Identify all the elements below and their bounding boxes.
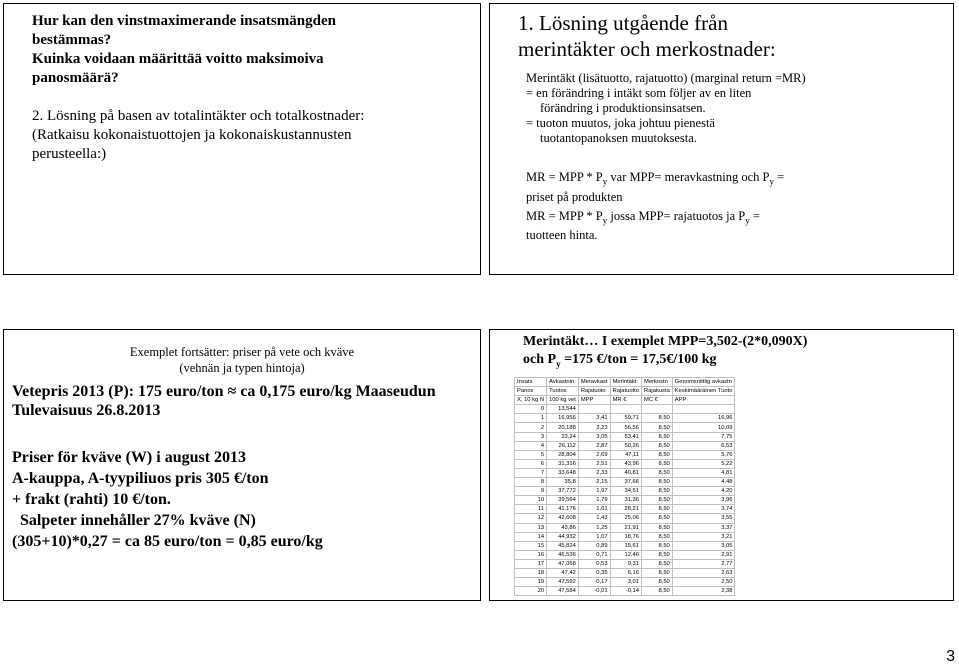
slide-1 [3, 3, 481, 275]
table-row [515, 405, 735, 414]
table-cell: 8,50 [642, 468, 673, 477]
slide4-title-line1: Merintäkt… I exemplet MPP=3,502-(2*0,090X) [523, 334, 808, 349]
fi-formula-cont: tuotteen hinta. [526, 228, 598, 242]
table-cell: Panos [515, 387, 547, 396]
table-cell: 47,592 [547, 578, 579, 587]
table-row [515, 414, 735, 423]
table-cell: 1,79 [578, 496, 610, 505]
slide1-question [32, 12, 372, 88]
table-cell: 8,50 [642, 578, 673, 587]
table-cell: 25,06 [610, 514, 641, 523]
table-cell: APP [672, 396, 735, 405]
table-cell: 17 [515, 559, 547, 568]
table-cell: 18,76 [610, 532, 641, 541]
table-cell: 7 [515, 468, 547, 477]
table-cell: 8,50 [642, 414, 673, 423]
table-cell: 2 [515, 423, 547, 432]
table-cell: 3,74 [672, 505, 735, 514]
table-cell: 45,824 [547, 541, 579, 550]
slide3-heading: Exemplet fortsätter: priser på vete och kväve [129, 345, 355, 359]
table-cell: 35,8 [547, 478, 579, 487]
table-cell: 8,50 [642, 487, 673, 496]
table-cell: 15 [515, 541, 547, 550]
slide1-answer: 2. Lösning på basen av totalintäkter och totalkostnader: (Ratkaisu kokonaistuottojen ja kokonaiskustannusten perusteella:) [32, 108, 365, 162]
table-cell: 42,608 [547, 514, 579, 523]
table-cell: 33,648 [547, 468, 579, 477]
table-cell: 3,21 [672, 532, 735, 541]
fi-formula: MR = MPP * $P_y$ jossa MPP= rajatuotos ja $P_y$ = [526, 208, 760, 225]
sv-formula: MR = MPP * $P_y$ var MPP= meravkastning och $P_y$ = [526, 170, 785, 187]
nitrogen-line1: Priser för kväve (W) i august 2013 [12, 449, 247, 466]
table-cell: 2,51 [578, 459, 610, 468]
slide-2 [489, 3, 954, 275]
table-cell: 0,53 [578, 559, 610, 568]
table-cell: 3,01 [610, 578, 641, 587]
table-cell: 8,50 [642, 532, 673, 541]
table-cell: 2,15 [578, 478, 610, 487]
table-row [515, 423, 735, 432]
sv-definition: = en förändring i intäkt som följer av en liten [526, 86, 752, 100]
table-cell: 2,33 [578, 468, 610, 477]
table-cell: 43,86 [547, 523, 579, 532]
table-row [515, 478, 735, 487]
table-cell: 40,81 [610, 468, 641, 477]
table-cell: 44,932 [547, 532, 579, 541]
table-cell: 8,50 [642, 432, 673, 441]
table-cell: 3,05 [578, 432, 610, 441]
table-cell: -0,01 [578, 587, 610, 596]
table-cell: 3,96 [672, 496, 735, 505]
table-cell: 26,112 [547, 441, 579, 450]
table-cell: 0,89 [578, 541, 610, 550]
table-cell: 8,50 [642, 423, 673, 432]
table-cell: 2,63 [672, 568, 735, 577]
table-cell: 11 [515, 505, 547, 514]
mr-definition: Merintäkt (lisätuotto, rajatuotto) (marginal return =MR) [526, 71, 806, 85]
table-cell: 8,50 [642, 505, 673, 514]
slide2-title [518, 10, 776, 62]
table-row [515, 578, 735, 587]
table-cell: 13 [515, 523, 547, 532]
table-cell: 3 [515, 432, 547, 441]
slide2-title-line1: 1. Lösning utgående från [518, 11, 728, 35]
table-cell: 16 [515, 550, 547, 559]
mr-table [514, 377, 735, 596]
table-cell: 0,17 [578, 578, 610, 587]
table-cell: 1,25 [578, 523, 610, 532]
table-cell: Meravkast [578, 378, 610, 387]
fi-definition-cont: tuotantopanoksen muutoksesta. [540, 131, 697, 145]
table-cell: 34,51 [610, 487, 641, 496]
table-cell: -0,14 [610, 587, 641, 596]
table-cell: 15,61 [610, 541, 641, 550]
table-cell: 0,35 [578, 568, 610, 577]
table-cell: 8,50 [642, 550, 673, 559]
table-cell: 4,81 [672, 468, 735, 477]
table-cell: 2,69 [578, 450, 610, 459]
table-cell: MR € [610, 396, 641, 405]
table-cell [578, 405, 610, 414]
table-row [515, 587, 735, 596]
table-cell: 13,544 [547, 405, 579, 414]
table-cell [642, 405, 673, 414]
table-cell: 31,316 [547, 459, 579, 468]
table-cell: 47,068 [547, 559, 579, 568]
nitrogen-line2: A-kauppa, A-tyypiliuos pris 305 €/ton [12, 470, 269, 487]
table-row [515, 487, 735, 496]
table-cell: 43,96 [610, 459, 641, 468]
table-cell: 9,31 [610, 559, 641, 568]
table-cell: 4 [515, 441, 547, 450]
question-swedish: Hur kan den vinstmaximerande insatsmängden bestämmas? [32, 13, 336, 48]
slide-3 [3, 329, 481, 601]
table-cell: 10 [515, 496, 547, 505]
table-cell: 2,77 [672, 559, 735, 568]
table-cell: 6,16 [610, 568, 641, 577]
table-cell: 28,21 [610, 505, 641, 514]
table-cell: 2,91 [672, 550, 735, 559]
table-cell: 8,50 [642, 523, 673, 532]
table-cell: 21,91 [610, 523, 641, 532]
table-cell: Rajatuotto [610, 387, 641, 396]
table-cell [672, 405, 735, 414]
table-cell: 7,75 [672, 432, 735, 441]
table-cell: 1,07 [578, 532, 610, 541]
table-cell: 1,61 [578, 505, 610, 514]
table-cell: 10,09 [672, 423, 735, 432]
table-cell: 8,50 [642, 478, 673, 487]
table-cell: 8,50 [642, 559, 673, 568]
table-cell: 37,66 [610, 478, 641, 487]
table-cell: 16,956 [547, 414, 579, 423]
table-cell: 20 [515, 587, 547, 596]
slide3-heading-finnish: (vehnän ja typen hintoja) [179, 361, 305, 375]
table-cell: X, 10 kg N [515, 396, 547, 405]
table-cell: 59,71 [610, 414, 641, 423]
table-header-row [515, 396, 735, 405]
table-row [515, 514, 735, 523]
table-cell: 8,50 [642, 568, 673, 577]
table-cell: 8,50 [642, 450, 673, 459]
table-cell: 2,50 [672, 578, 735, 587]
table-cell: 12 [515, 514, 547, 523]
table-cell: 8,50 [642, 514, 673, 523]
table-cell: 19 [515, 578, 547, 587]
table-cell: 56,56 [610, 423, 641, 432]
table-row [515, 450, 735, 459]
table-cell: 12,46 [610, 550, 641, 559]
page-number: 3 [946, 648, 955, 665]
table-cell: Rajakusta [642, 387, 673, 396]
question-finnish: Kuinka voidaan määrittää voitto maksimoiva panosmäärä? [32, 51, 324, 86]
table-row [515, 523, 735, 532]
slide2-body [526, 71, 926, 243]
nitrogen-price-block [12, 447, 472, 552]
table-row [515, 496, 735, 505]
table-cell: 14 [515, 532, 547, 541]
table-cell: 41,176 [547, 505, 579, 514]
table-cell: 37,772 [547, 487, 579, 496]
sv-formula-cont: priset på produkten [526, 189, 623, 204]
sv-definition-cont: förändring i produktionsinsatsen. [540, 101, 706, 115]
table-cell: MPP [578, 396, 610, 405]
nitrogen-line4: Salpeter innehåller 27% kväve (N) [20, 512, 256, 529]
wheat-price: Vetepris 2013 (P): 175 euro/ton ≈ ca 0,175 euro/kg Maaseudun Tulevaisuus 26.8.2013 [12, 383, 436, 419]
table-cell: 18 [515, 568, 547, 577]
table-cell: 8,50 [642, 496, 673, 505]
table-row [515, 568, 735, 577]
table-row [515, 550, 735, 559]
table-cell: Insats [515, 378, 547, 387]
table-cell: 8,50 [642, 587, 673, 596]
table-cell: 3,37 [672, 523, 735, 532]
table-cell: 47,584 [547, 587, 579, 596]
table-row [515, 541, 735, 550]
table-cell: 5 [515, 450, 547, 459]
table-cell: Genomsnittlig avkastn [672, 378, 735, 387]
table-cell: 47,11 [610, 450, 641, 459]
table-cell: 16,96 [672, 414, 735, 423]
table-cell: 8,50 [642, 541, 673, 550]
table-cell: 4,20 [672, 487, 735, 496]
table-cell: 3,05 [672, 541, 735, 550]
table-header-row [515, 378, 735, 387]
table-cell: 4,48 [672, 478, 735, 487]
table-cell: 1,43 [578, 514, 610, 523]
table-cell: 28,804 [547, 450, 579, 459]
slide-4 [489, 329, 954, 601]
slide4-title-line2: och $P_y =175$ €/ton = 17,5€/100 kg [523, 352, 717, 369]
table-cell: 2,87 [578, 441, 610, 450]
table-cell: 6 [515, 459, 547, 468]
table-row [515, 532, 735, 541]
table-cell: 39,564 [547, 496, 579, 505]
table-cell: 50,26 [610, 441, 641, 450]
table-cell: 53,41 [610, 432, 641, 441]
table-cell: Keskimääräinen Tuoto [672, 387, 735, 396]
table-cell: 1,97 [578, 487, 610, 496]
table-cell: 3,41 [578, 414, 610, 423]
slide4-title [523, 333, 943, 373]
table-cell: 0,71 [578, 550, 610, 559]
table-cell: 9 [515, 487, 547, 496]
table-cell: 100 kg vet [547, 396, 579, 405]
table-header-row [515, 387, 735, 396]
table-row [515, 459, 735, 468]
table-cell: Merkostn [642, 378, 673, 387]
table-cell: 5,22 [672, 459, 735, 468]
table-row [515, 441, 735, 450]
table-cell: 6,53 [672, 441, 735, 450]
nitrogen-line5: (305+10)*0,27 = ca 85 euro/ton = 0,85 euro/kg [12, 533, 323, 550]
table-cell: 8 [515, 478, 547, 487]
table-cell: 20,188 [547, 423, 579, 432]
table-row [515, 432, 735, 441]
table-cell: 2,38 [672, 587, 735, 596]
table-cell: 47,42 [547, 568, 579, 577]
table-row [515, 505, 735, 514]
table-cell: 8,50 [642, 459, 673, 468]
table-cell: Tuotos [547, 387, 579, 396]
table-row [515, 559, 735, 568]
table-cell: 5,76 [672, 450, 735, 459]
slide2-title-line2: merintäkter och merkostnader: [518, 37, 776, 61]
table-cell: 0 [515, 405, 547, 414]
table-cell [610, 405, 641, 414]
table-cell: 31,36 [610, 496, 641, 505]
nitrogen-line3: + frakt (rahti) 10 €/ton. [12, 491, 171, 508]
table-cell: Rajatuoto [578, 387, 610, 396]
table-cell: 8,50 [642, 441, 673, 450]
table-cell: 46,536 [547, 550, 579, 559]
table-row [515, 468, 735, 477]
table-cell: 3,55 [672, 514, 735, 523]
table-cell: Avkastnin [547, 378, 579, 387]
table-cell: 1 [515, 414, 547, 423]
table-cell: 3,23 [578, 423, 610, 432]
table-cell: 23,24 [547, 432, 579, 441]
table-cell: Merintäkt [610, 378, 641, 387]
table-cell: MC € [642, 396, 673, 405]
fi-definition: = tuoton muutos, joka johtuu pienestä [526, 116, 715, 130]
